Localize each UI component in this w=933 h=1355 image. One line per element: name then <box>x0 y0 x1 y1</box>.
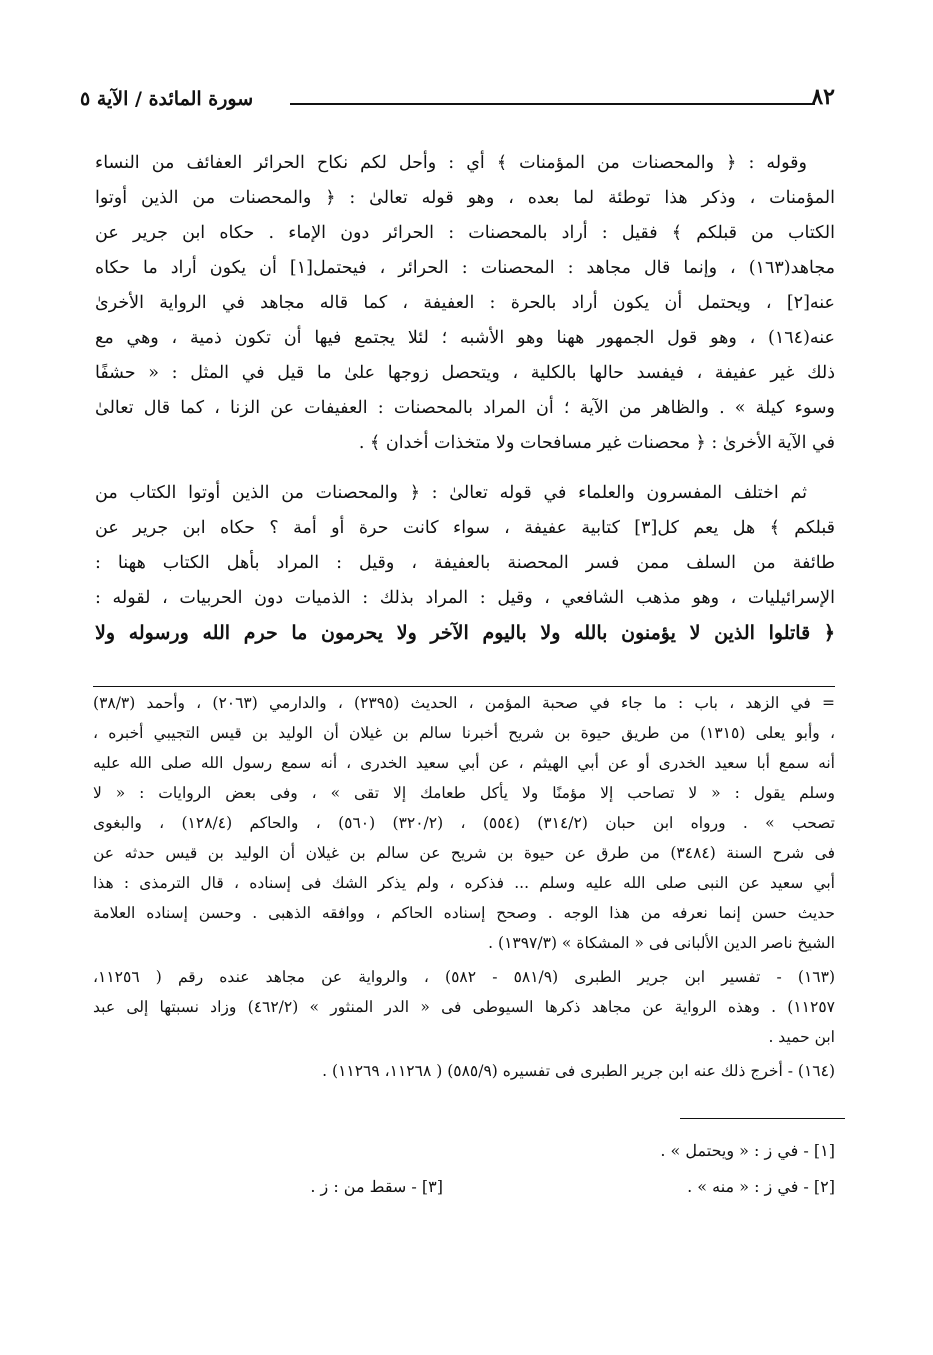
variant-note: [١] - في ز : « ويحتمل » . <box>660 1141 835 1160</box>
text-line: عنه(١٦٤) ، وهو قول الجمهور ههنا وهو الأشبه ؛ لئلا يجتمع فيها أن تكون ذمية ، وهي مع <box>95 328 835 348</box>
running-header: سورة المائدة / الآية ٥ <box>80 88 254 110</box>
text-line: الكتاب من قبلكم ﴾ فقيل : أراد بالمحصنات : الحرائر دون الإماء . حكاه ابن جرير عن <box>95 223 835 243</box>
text-line: الإسرائيليات ، وهو مذهب الشافعي ، وقيل : المراد بذلك : الذميات دون الحربيات ، لقوله : <box>95 588 835 608</box>
page-number: ٨٢ <box>811 84 835 110</box>
footnote-line: الشيخ ناصر الدين الألبانى فى « المشكاة » (١٣٩٧/٣) . <box>488 934 835 952</box>
text-line: عنه[٢] ، ويحتمل أن يكون أراد بالحرة : العفيفة ، كما قاله مجاهد في الرواية الأخرىٰ <box>95 293 835 313</box>
text-line: المؤمنات ، وذكر هذا توطئة لما بعده ، وهو قوله تعالىٰ : ﴿ والمحصنات من الذين أوتوا <box>95 188 835 208</box>
footnote-line: أبي سعيد عن النبى صلى الله عليه وسلم ... فذكره ، ولم يذكر الشك فى إسناده ، قال الترمذى : هذا <box>93 874 835 892</box>
footnote-line: (١٦٣) - تفسير ابن جرير الطبرى (٥٨١/٩ - ٥٨٢) ، والرواية عن مجاهد عنده رقم ( ١١٢٥٦، <box>93 968 835 986</box>
footnote-line: وسلم يقول : « لا تصاحب إلا مؤمنًا ولا يأكل طعامك إلا تقى » ، وفى بعض الروايات : « لا <box>93 784 835 802</box>
header-rule <box>290 103 815 105</box>
text-line: مجاهد(١٦٣) ، وإنما قال مجاهد : المحصنات : الحرائر ، فيحتمل[١] أن يكون أراد ما حكاه <box>95 258 835 278</box>
text-line: وقوله : ﴿ والمحصنات من المؤمنات ﴾ أي : وأحل لكم نكاح الحرائر العفائف من النساء <box>95 153 807 173</box>
text-line: طائفة من السلف ممن فسر المحصنة بالعفيفة ، وقيل : المراد بأهل الكتاب ههنا : <box>95 553 835 573</box>
footnote-line: حديث حسن إنما نعرفه من هذا الوجه . وصحح إسناده الحاكم ، ووافقه الذهبى . وحسن إسناده العلامة <box>93 904 835 922</box>
variant-note: [٢] - في ز : « منه » . <box>687 1177 835 1196</box>
footnote-line: (١٦٤) - أخرج ذلك عنه ابن جرير الطبرى فى تفسيره (٥٨٥/٩) ( ١١٢٦٨، ١١٢٦٩) . <box>322 1062 835 1080</box>
text-line: في الآية الأخرىٰ : ﴿ محصنات غير مسافحات ولا متخذات أخدان ﴾ . <box>358 433 835 453</box>
footnote-rule <box>93 686 835 687</box>
footnote-line: ١١٢٥٧) . وهذه الرواية عن مجاهد ذكرها السيوطى فى « الدر المنثور » (٤٦٢/٢) وزاد نسبتها إلى عبد <box>93 998 835 1016</box>
variants-rule <box>680 1118 845 1119</box>
footnote-line: أنه سمع أبا سعيد الخدرى أو عن أبي الهيثم ، عن أبي سعيد الخدرى ، أنه سمع رسول الله صلى الله عليه <box>93 754 835 772</box>
footnote-line: = في الزهد ، باب : ما جاء في صحبة المؤمن ، الحديث (٢٣٩٥) ، والدارمي (٢٠٦٣) ، وأحمد (٣٨/٣) <box>93 694 835 712</box>
text-line: ﴿ قاتلوا الذين لا يؤمنون بالله ولا باليوم الآخر ولا يحرمون ما حرم الله ورسوله ولا <box>95 622 835 644</box>
variant-note: [٣] - سقط من : ز . <box>310 1177 443 1196</box>
text-line: وسوء كيلة » . والظاهر من الآية ؛ أن المراد بالمحصنات : العفيفات عن الزنا ، كما قال تعالىٰ <box>95 398 835 418</box>
footnote-line: ابن حميد . <box>768 1028 835 1046</box>
text-line: ذلك غير عفيفة ، فيفسد حالها بالكلية ، ويتحصل زوجها علىٰ ما قيل في المثل : « حشفًا <box>95 363 835 383</box>
text-line: قبلكم ﴾ هل يعم كل[٣] كتابية عفيفة ، سواء كانت حرة أو أمة ؟ حكاه ابن جرير عن <box>95 518 835 538</box>
footnote-line: ، وأبو يعلى (١٣١٥) من طريق حيوة بن شريح أخبرنا سالم بن غيلان أن الوليد بن قيس التجيبي أخبره ، <box>93 724 835 742</box>
footnote-line: تصحب » . ورواه ابن حبان (٣١٤/٢) (٥٥٤) ، (٣٢٠/٢) (٥٦٠) ، والحاكم (١٢٨/٤) ، والبغوى <box>93 814 835 832</box>
footnote-line: فى شرح السنة (٣٤٨٤) من طرق عن حيوة بن شريح عن سالم بن غيلان أن الوليد بن قيس حدثه عن <box>93 844 835 862</box>
text-line: ثم اختلف المفسرون والعلماء في قوله تعالىٰ : ﴿ والمحصنات من الذين أوتوا الكتاب من <box>95 483 807 503</box>
